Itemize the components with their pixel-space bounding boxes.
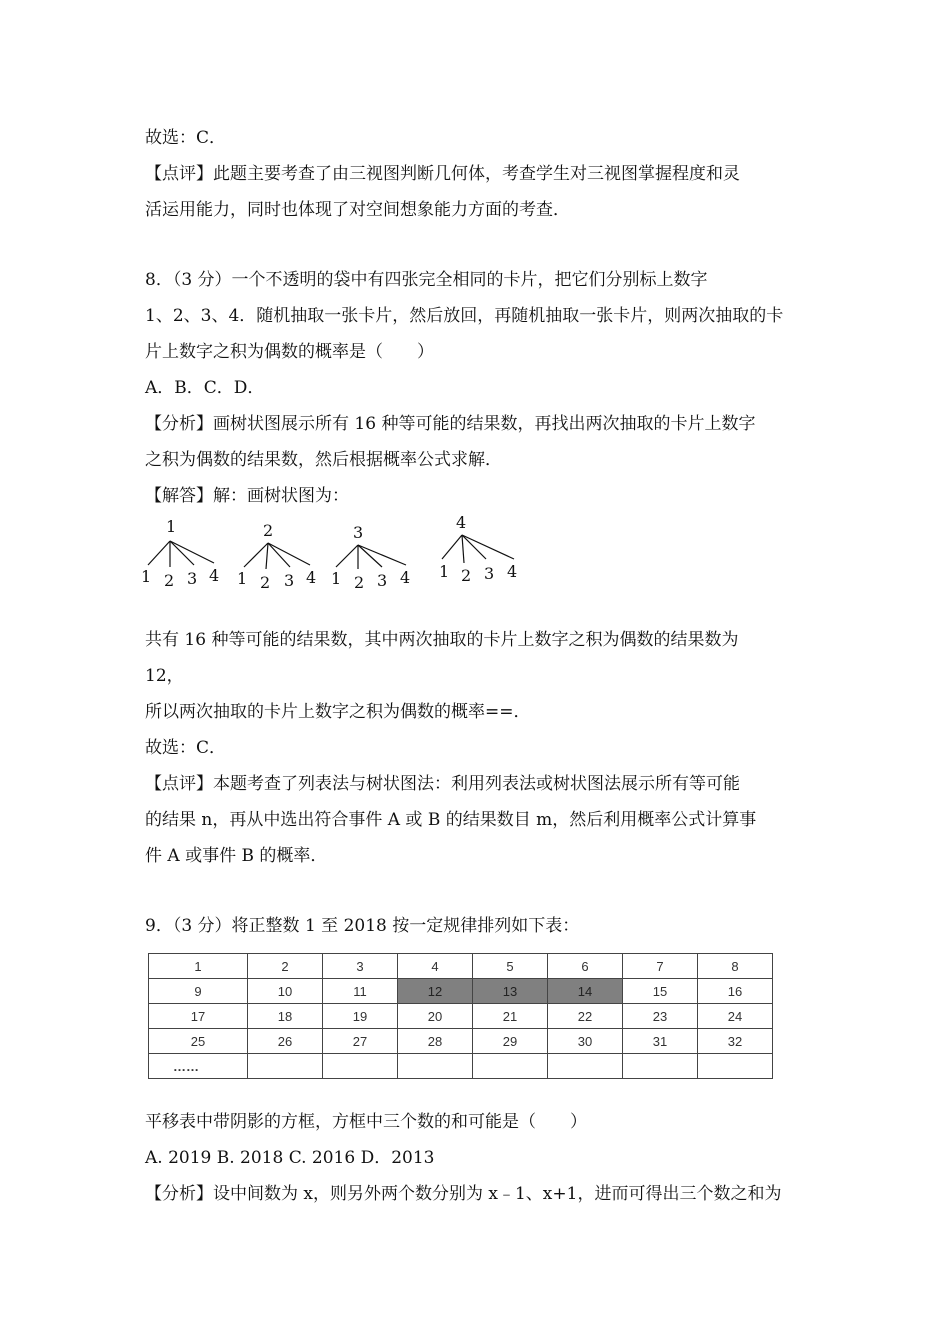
question-8-line-2: 1、2、3、4．随机抽取一张卡片，然后放回，再随机抽取一张卡片，则两次抽取的卡 bbox=[145, 306, 784, 326]
solution-8-line-3: 所以两次抽取的卡片上数字之积为偶数的概率==． bbox=[145, 702, 531, 722]
number-table bbox=[148, 953, 773, 1079]
tree-leaf: 3 bbox=[187, 569, 198, 588]
table-row bbox=[149, 1054, 773, 1079]
table-cell bbox=[548, 1054, 623, 1079]
table-cell bbox=[323, 1054, 398, 1079]
question-8-line-1: 8．（3 分）一个不透明的袋中有四张完全相同的卡片，把它们分别标上数字 bbox=[145, 270, 708, 290]
table-cell: 24 bbox=[698, 1004, 773, 1029]
tree-2 bbox=[237, 521, 316, 592]
analysis-9-line-1: 【分析】设中间数为 x，则另外两个数分别为 x﹣1、x+1，进而可得出三个数之和为 bbox=[145, 1184, 782, 1204]
comment-8-line-1: 【点评】本题考查了列表法与树状图法：利用列表法或树状图法展示所有等可能 bbox=[145, 774, 740, 794]
table-cell: 31 bbox=[623, 1029, 698, 1054]
table-cell: 29 bbox=[473, 1029, 548, 1054]
solution-8-intro: 【解答】解：画树状图为： bbox=[145, 486, 349, 506]
table-cell bbox=[698, 1054, 773, 1079]
table-cell: 10 bbox=[248, 979, 323, 1004]
tree-1 bbox=[141, 517, 219, 590]
tree-leaf: 3 bbox=[377, 571, 388, 590]
table-row bbox=[149, 979, 773, 1004]
tree-leaf: 4 bbox=[209, 566, 220, 585]
table-cell: 30 bbox=[548, 1029, 623, 1054]
table-cell: 15 bbox=[623, 979, 698, 1004]
tree-root-1: 1 bbox=[166, 517, 177, 536]
table-cell: 11 bbox=[323, 979, 398, 1004]
analysis-8-line-1: 【分析】画树状图展示所有 16 种等可能的结果数，再找出两次抽取的卡片上数字 bbox=[145, 414, 756, 434]
table-cell: 19 bbox=[323, 1004, 398, 1029]
table-cell: 17 bbox=[149, 1004, 248, 1029]
comment-8-line-2: 的结果 n，再从中选出符合事件 A 或 B 的结果数目 m，然后利用概率公式计算事 bbox=[145, 810, 757, 830]
tree-root-3: 3 bbox=[353, 523, 364, 542]
solution-8-line-2: 12， bbox=[145, 666, 184, 686]
question-9-line-1: 9．（3 分）将正整数 1 至 2018 按一定规律排列如下表： bbox=[145, 916, 580, 936]
comment-7-line-1: 【点评】此题主要考查了由三视图判断几何体，考查学生对三视图掌握程度和灵 bbox=[145, 164, 740, 184]
comment-8-line-3: 件 A 或事件 B 的概率． bbox=[145, 846, 328, 866]
table-row bbox=[149, 1029, 773, 1054]
table-cell: 28 bbox=[398, 1029, 473, 1054]
tree-diagram bbox=[140, 515, 540, 595]
tree-leaf: 3 bbox=[284, 571, 295, 590]
table-cell bbox=[398, 1054, 473, 1079]
table-cell: 2 bbox=[248, 954, 323, 979]
tree-leaf: 2 bbox=[260, 573, 271, 592]
tree-leaf: 3 bbox=[484, 564, 495, 583]
table-cell: 32 bbox=[698, 1029, 773, 1054]
question-8-options: A．B．C．D． bbox=[145, 378, 265, 398]
table-row bbox=[149, 1004, 773, 1029]
tree-leaf: 1 bbox=[237, 569, 248, 588]
table-cell: 27 bbox=[323, 1029, 398, 1054]
tree-4 bbox=[439, 515, 517, 585]
table-cell: 6 bbox=[548, 954, 623, 979]
table-cell: 21 bbox=[473, 1004, 548, 1029]
table-cell: 18 bbox=[248, 1004, 323, 1029]
tree-leaf: 4 bbox=[507, 562, 518, 581]
table-cell: 7 bbox=[623, 954, 698, 979]
tree-leaf: 2 bbox=[354, 573, 365, 592]
table-cell: 22 bbox=[548, 1004, 623, 1029]
answer-choice-7: 故选：C． bbox=[145, 128, 227, 148]
question-8-line-3: 片上数字之积为偶数的概率是（ ） bbox=[145, 342, 434, 362]
table-row bbox=[149, 954, 773, 979]
tree-leaf: 1 bbox=[141, 567, 152, 586]
tree-leaf: 4 bbox=[306, 568, 317, 587]
answer-choice-8: 故选：C． bbox=[145, 738, 227, 758]
table-cell: …… bbox=[149, 1054, 248, 1079]
table-cell bbox=[623, 1054, 698, 1079]
solution-8-line-1: 共有 16 种等可能的结果数，其中两次抽取的卡片上数字之积为偶数的结果数为 bbox=[145, 630, 739, 650]
table-cell: 9 bbox=[149, 979, 248, 1004]
table-cell bbox=[248, 1054, 323, 1079]
analysis-8-line-2: 之积为偶数的结果数，然后根据概率公式求解． bbox=[145, 450, 502, 470]
table-cell: 20 bbox=[398, 1004, 473, 1029]
table-cell: 26 bbox=[248, 1029, 323, 1054]
comment-7-line-2: 活运用能力，同时也体现了对空间想象能力方面的考查． bbox=[145, 200, 570, 220]
table-cell: 5 bbox=[473, 954, 548, 979]
tree-leaf: 2 bbox=[164, 571, 175, 590]
tree-root-2: 2 bbox=[263, 521, 274, 540]
table-cell: 8 bbox=[698, 954, 773, 979]
table-cell: 13 bbox=[473, 979, 548, 1004]
table-cell: 3 bbox=[323, 954, 398, 979]
table-cell: 23 bbox=[623, 1004, 698, 1029]
question-9-options: A. 2019 B. 2018 C. 2016 D．2013 bbox=[145, 1148, 435, 1168]
table-cell: 16 bbox=[698, 979, 773, 1004]
table-cell: 14 bbox=[548, 979, 623, 1004]
tree-leaf: 2 bbox=[461, 566, 472, 585]
tree-leaf: 1 bbox=[439, 562, 450, 581]
table-cell: 12 bbox=[398, 979, 473, 1004]
table-cell bbox=[473, 1054, 548, 1079]
tree-3 bbox=[331, 523, 410, 592]
tree-leaf: 4 bbox=[400, 568, 411, 587]
tree-leaf: 1 bbox=[331, 569, 342, 588]
tree-root-4: 4 bbox=[456, 515, 467, 532]
question-9-line-2: 平移表中带阴影的方框，方框中三个数的和可能是（ ） bbox=[145, 1112, 587, 1132]
table-cell: 1 bbox=[149, 954, 248, 979]
table-cell: 4 bbox=[398, 954, 473, 979]
table-cell: 25 bbox=[149, 1029, 248, 1054]
